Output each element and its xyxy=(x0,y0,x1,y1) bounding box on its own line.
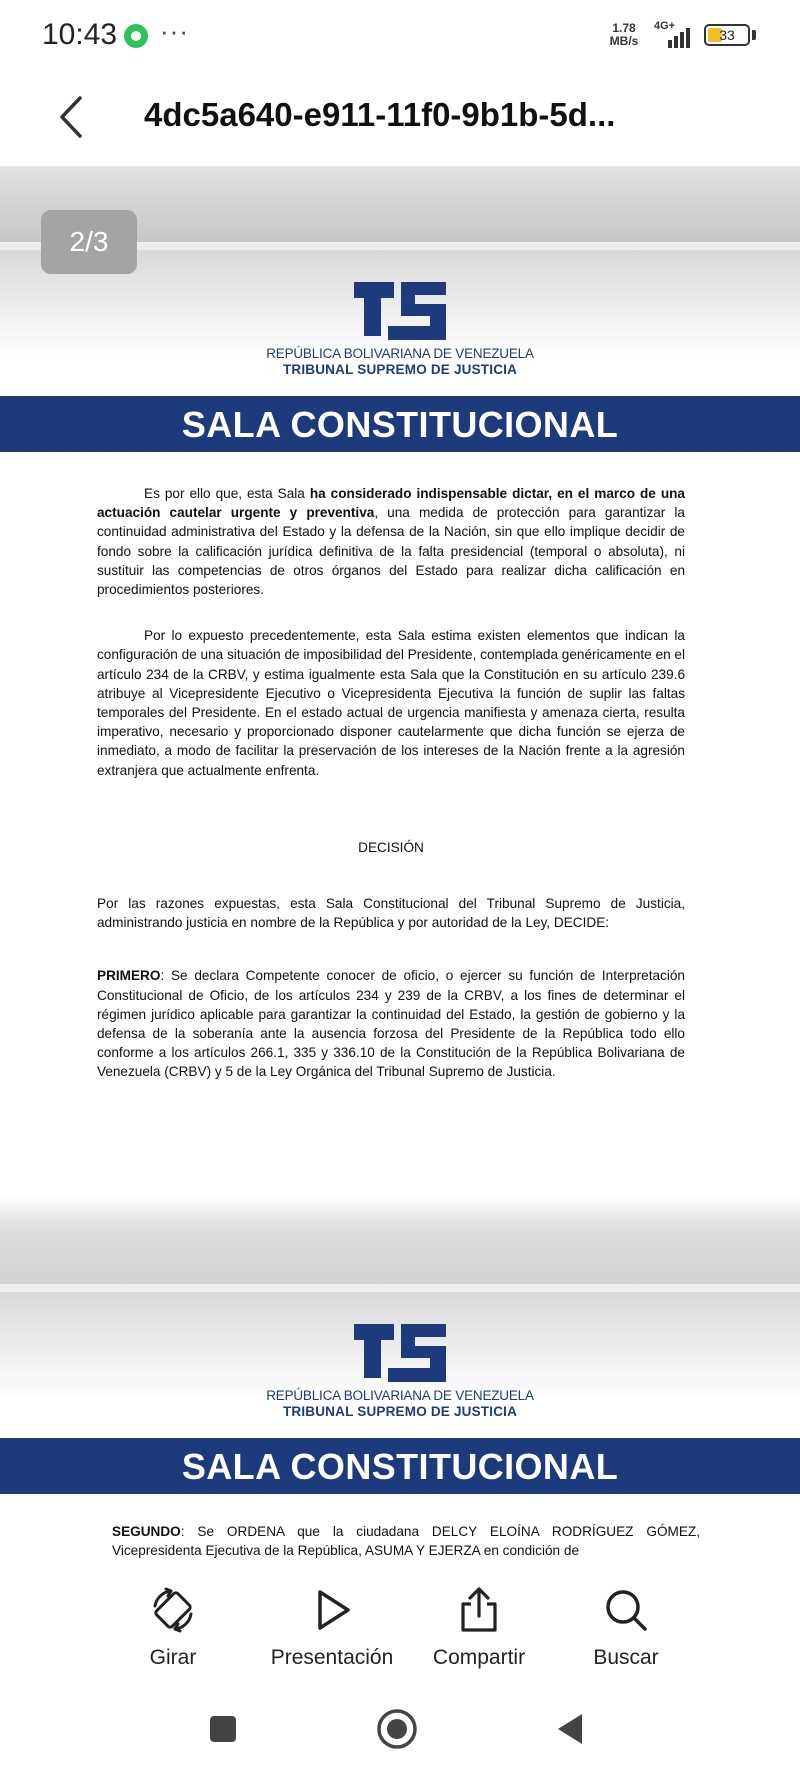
whatsapp-icon xyxy=(124,24,148,48)
tsj-logo-icon xyxy=(354,1324,446,1382)
share-label: Compartir xyxy=(432,1646,526,1669)
presentation-button[interactable] xyxy=(252,1586,412,1670)
rotate-icon xyxy=(149,1586,197,1634)
paragraph: Es por ello que, esta Sala ha considerado indispensable dictar, en el marco de una actuación cautelar urgente y preventiva, una medida de protección para garantizar la continuidad administrativa del Estado y la defensa de la Nación, sin que ello implique decidir de fondo sobre la calificación jurídica definitiva de la falta presidencial (temporal o absoluta), ni sustituir las competencias de otros órganos del Estado para realizar dicha calificación en procedimientos posteriores. xyxy=(97,486,685,598)
signal-icon xyxy=(654,20,694,48)
back-button[interactable] xyxy=(50,92,100,142)
share-button[interactable] xyxy=(399,1586,559,1670)
logo-line-1: REPÚBLICA BOLIVARIANA DE VENEZUELA xyxy=(266,1388,534,1403)
paragraph: Por las razones expuestas, esta Sala Constitucional del Tribunal Supremo de Justicia, administrando justicia en nombre de la República y por autoridad de la Ley, DECIDE: xyxy=(97,896,685,931)
rotate-label: Girar xyxy=(149,1646,197,1669)
pdf-page xyxy=(0,1292,800,1560)
logo-line-1: REPÚBLICA BOLIVARIANA DE VENEZUELA xyxy=(266,346,534,361)
status-time: 10:43 xyxy=(42,18,118,51)
title-bar xyxy=(0,70,800,166)
share-icon xyxy=(455,1586,503,1634)
recents-icon xyxy=(208,1714,238,1744)
battery-level: 33 xyxy=(719,27,735,43)
document-title: 4dc5a640-e911-11f0-9b1b-5d... xyxy=(144,96,616,133)
status-bar xyxy=(0,0,800,70)
sala-banner: SALA CONSTITUCIONAL xyxy=(0,396,800,452)
logo-line-2: TRIBUNAL SUPREMO DE JUSTICIA xyxy=(282,362,518,377)
rotate-button[interactable] xyxy=(93,1586,253,1670)
section-heading: DECISIÓN xyxy=(358,840,424,855)
back-icon xyxy=(554,1712,586,1746)
presentation-label: Presentación xyxy=(270,1646,394,1669)
paragraph: PRIMERO: Se declara Competente conocer de oficio, o ejercer su función de Interpretación Constitucional de Oficio, de los artículos 234 y 239 de la CRBV, a los fines de determinar el régimen jurídico aplicable para garantizar la continuidad del Estado, la gestión de gobierno y la defensa de la soberanía ante la ausencia forzosa del Presidente de la República todo ello conforme a los artículos 266.1, 335 y 336.10 de la Constitución de la República Bolivariana de Venezuela (CRBV) y 5 de la Ley Orgánica del Tribunal Supremo de Justicia. xyxy=(97,968,685,1080)
pdf-page xyxy=(0,250,800,1340)
back-nav-button[interactable] xyxy=(554,1712,586,1751)
search-label: Buscar xyxy=(593,1646,659,1669)
battery-icon xyxy=(704,24,750,46)
bottom-toolbar xyxy=(0,1560,800,1670)
home-icon xyxy=(376,1708,418,1750)
tsj-logo-icon xyxy=(354,282,446,340)
chevron-left-icon xyxy=(50,92,100,142)
document-viewer[interactable] xyxy=(0,166,800,1560)
paragraph: Por lo expuesto precedentemente, esta Sala estima existen elementos que indican la configuración de una situación de imposibilidad del Presidente, contemplada genéricamente en el artículo 234 de la CRBV, y estima igualmente esta Sala que la Constitución en su artículo 239.6 atribuye al Vicepresidente Ejecutivo o Vicepresidenta Ejecutiva la función de suplir las faltas temporales del Presidente. En el estado actual de urgencia manifiesta y amenaza cierta, resulta imperativo, necesario y proporcionado disponer cautelarmente que dicha función se ejerza de inmediato, a modo de facilitar la preservación de los intereses de la Nación frente a la agresión extranjera que actualmente enfrenta. xyxy=(97,628,685,778)
document-body xyxy=(97,484,685,780)
recents-button[interactable] xyxy=(208,1714,238,1749)
network-speed-unit: MB/s xyxy=(609,34,639,48)
system-navigation-bar xyxy=(0,1670,800,1778)
network-speed-value: 1.78 xyxy=(612,21,636,35)
document-body xyxy=(97,894,685,1082)
more-notifications-icon: ··· xyxy=(160,16,189,46)
sala-banner: SALA CONSTITUCIONAL xyxy=(0,1438,800,1494)
document-body xyxy=(112,1522,700,1560)
network-type: 4G+ xyxy=(654,20,676,32)
search-button[interactable] xyxy=(546,1586,706,1670)
logo-line-2: TRIBUNAL SUPREMO DE JUSTICIA xyxy=(282,1404,518,1419)
page-indicator: 2/3 xyxy=(41,210,137,274)
network-speed xyxy=(604,22,644,48)
play-icon xyxy=(308,1586,356,1634)
tsj-logo xyxy=(0,1324,800,1419)
home-button[interactable] xyxy=(376,1708,418,1755)
paragraph: SEGUNDO: Se ORDENA que la ciudadana DELCY ELOÍNA RODRÍGUEZ GÓMEZ, Vicepresidenta Ejecutiva de la República, ASUMA Y EJERZA en condición de xyxy=(112,1524,700,1559)
tsj-logo xyxy=(0,282,800,377)
search-icon xyxy=(602,1586,650,1634)
